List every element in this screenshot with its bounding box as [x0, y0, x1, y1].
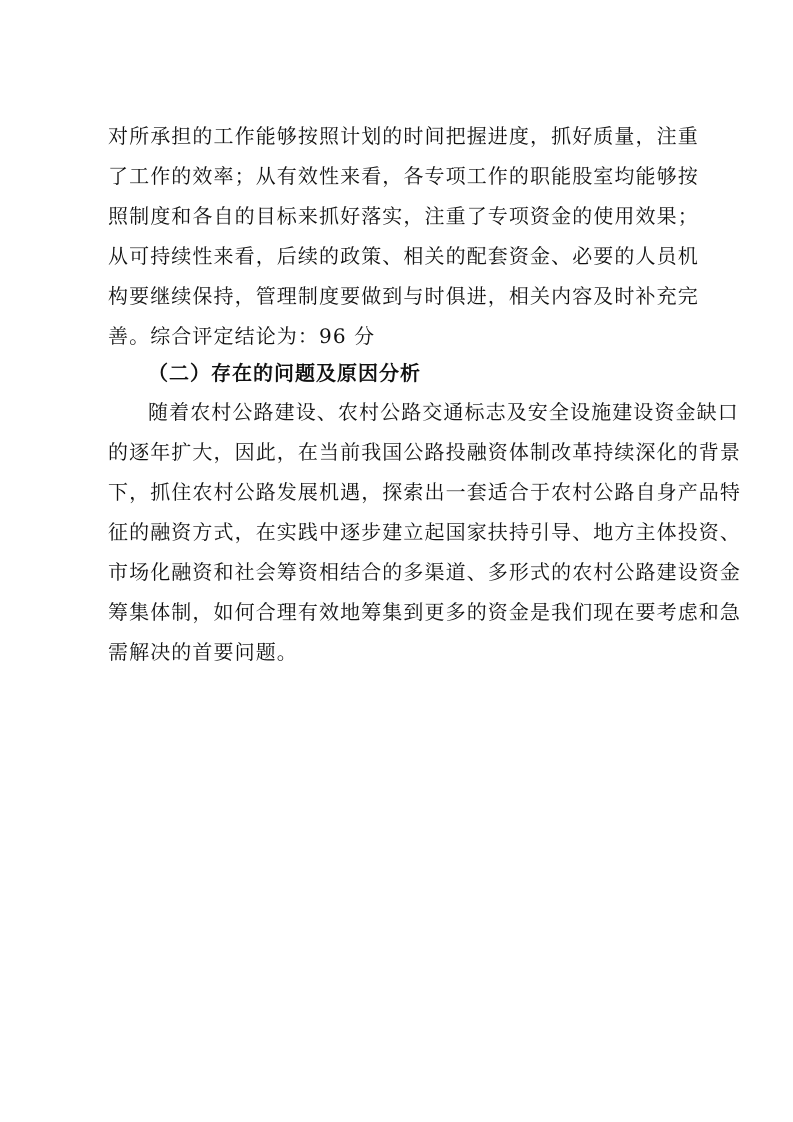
- text-line: 随着农村公路建设、农村公路交通标志及安全设施建设资金缺口: [148, 400, 739, 424]
- text-line: 的逐年扩大，因此，在当前我国公路投融资体制改革持续深化的背景: [108, 440, 741, 464]
- text-line: 下，抓住农村公路发展机遇，探索出一套适合于农村公路自身产品特: [108, 480, 741, 504]
- text-line: 对所承担的工作能够按照计划的时间把握进度，抓好质量，注重: [108, 124, 699, 148]
- text-line: 市场化融资和社会筹资相结合的多渠道、多形式的农村公路建设资金: [108, 560, 741, 584]
- text-line: 需解决的首要问题。: [108, 640, 298, 664]
- text-line: 筹集体制，如何合理有效地筹集到更多的资金是我们现在要考虑和急: [108, 600, 741, 624]
- text-line: 构要继续保持，管理制度要做到与时俱进，相关内容及时补充完: [108, 284, 699, 308]
- text-line: 善。综合评定结论为：96 分: [108, 324, 376, 348]
- text-line: 从可持续性来看，后续的政策、相关的配套资金、必要的人员机: [108, 244, 699, 268]
- text-line: 征的融资方式，在实践中逐步建立起国家扶持引导、地方主体投资、: [108, 520, 741, 544]
- section-heading: （二）存在的问题及原因分析: [148, 361, 421, 385]
- text-line: 照制度和各自的目标来抓好落实，注重了专项资金的使用效果；: [108, 204, 699, 228]
- text-line: 了工作的效率；从有效性来看，各专项工作的职能股室均能够按: [108, 164, 699, 188]
